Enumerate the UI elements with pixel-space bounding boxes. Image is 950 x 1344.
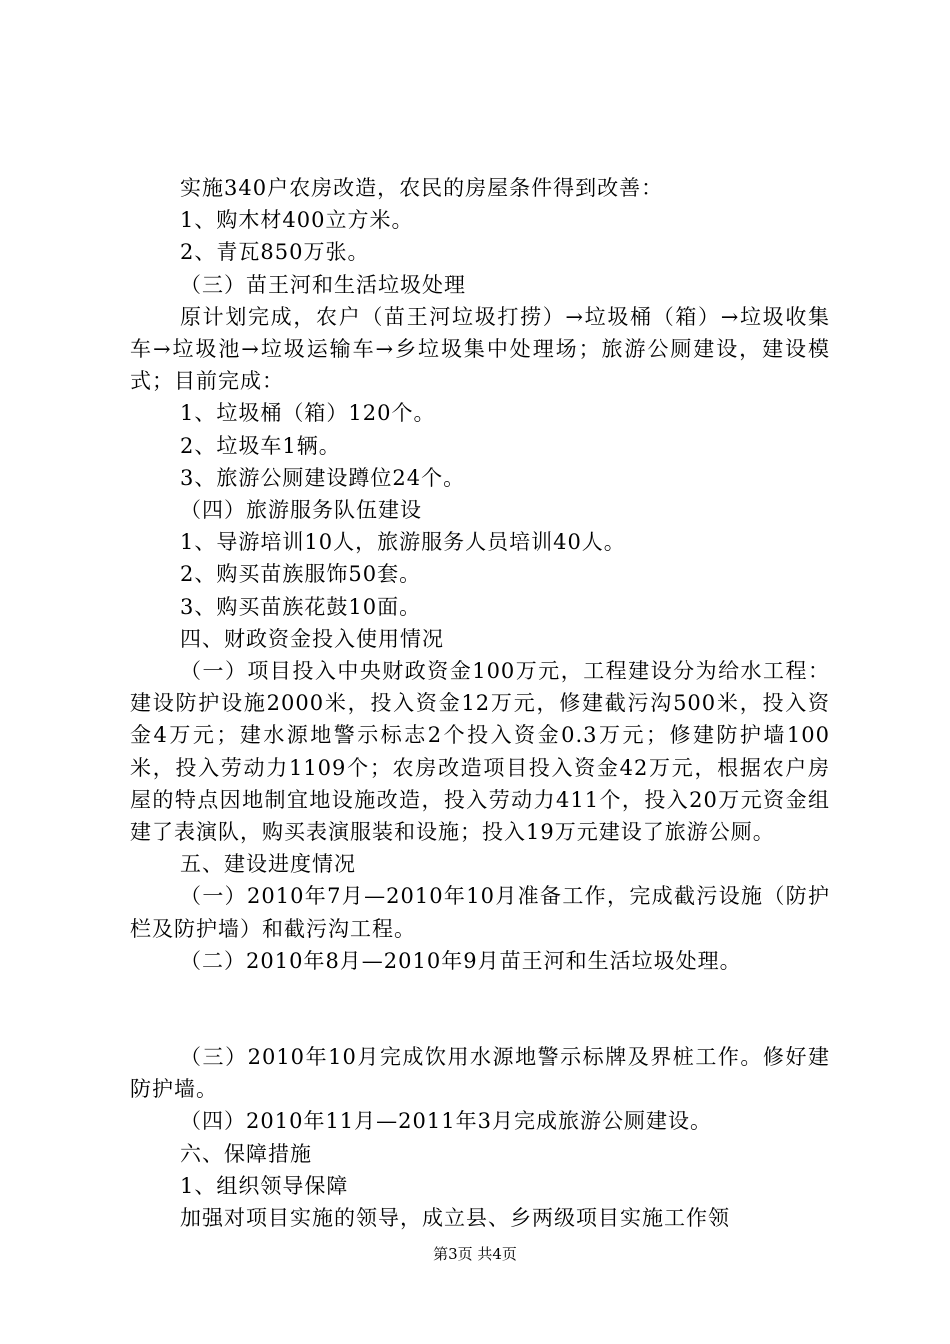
paragraph: （一）项目投入中央财政资金100万元，工程建设分为给水工程：建设防护设施2000米，投入资金12万元，修建截污沟500米，投入资金4万元；建水源地警示标志2个投入资金0.3万元；修建防护墙100米，投入劳动力1109个；农房改造项目投入资金42万元，根据农户房屋的特点因地制宜地设施改造，投入劳动力411个，投入20万元资金组建了表演队，购买表演服装和设施；投入19万元建设了旅游公厕。	[130, 659, 830, 845]
paragraph: 1、导游培训10人，旅游服务人员培训40人。	[180, 530, 626, 555]
paragraph: 四、财政资金投入使用情况	[180, 626, 444, 651]
paragraph: 1、组织领导保障	[180, 1173, 349, 1198]
paragraph: 加强对项目实施的领导，成立县、乡两级项目实施工作领	[180, 1206, 730, 1231]
paragraph: 六、保障措施	[180, 1141, 312, 1166]
paragraph: 2、购买苗族服饰50套。	[180, 562, 422, 587]
paragraph: 1、购木材400立方米。	[180, 208, 414, 233]
document-body	[130, 172, 830, 1234]
blank-line	[130, 993, 830, 1025]
paragraph: 原计划完成，农户（苗王河垃圾打捞）→垃圾桶（箱）→垃圾收集车→垃圾池→垃圾运输车→乡垃圾集中处理场；旅游公厕建设，建设模式；目前完成：	[130, 304, 830, 394]
paragraph: 实施340户农房改造，农民的房屋条件得到改善：	[180, 176, 664, 200]
paragraph: 3、购买苗族花鼓10面。	[180, 594, 422, 619]
paragraph: （四）2010年11月—2011年3月完成旅游公厕建设。	[180, 1109, 712, 1134]
paragraph: （一）2010年7月—2010年10月准备工作，完成截污设施（防护栏及防护墙）和截污沟工程。	[130, 884, 830, 941]
page-footer: 第3页 共4页	[433, 1245, 517, 1263]
paragraph: 1、垃圾桶（箱）120个。	[180, 401, 436, 426]
paragraph: 五、建设进度情况	[180, 852, 356, 877]
paragraph: （二）2010年8月—2010年9月苗王河和生活垃圾处理。	[180, 948, 742, 973]
paragraph: （四）旅游服务队伍建设	[180, 498, 422, 523]
paragraph: 2、垃圾车1辆。	[180, 433, 341, 458]
paragraph: （三）苗王河和生活垃圾处理	[180, 272, 466, 297]
paragraph: 2、青瓦850万张。	[180, 240, 370, 265]
paragraph: 3、旅游公厕建设蹲位24个。	[180, 465, 466, 490]
paragraph: （三）2010年10月完成饮用水源地警示标牌及界桩工作。修好建防护墙。	[130, 1045, 830, 1102]
